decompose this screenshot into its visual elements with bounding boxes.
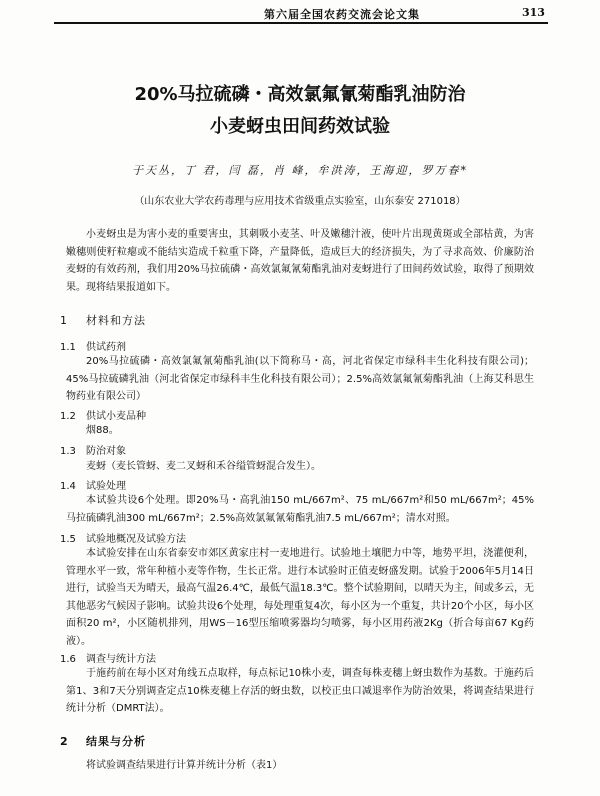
subsection-1-5-heading: [60, 530, 186, 545]
subsection-1-3-body: 麦蚜（麦长管蚜、麦二叉蚜和禾谷缢管蚜混合发生）。: [86, 461, 321, 472]
section-1-title: 材料和方法: [86, 314, 146, 327]
subsection-1-4-heading: [60, 477, 126, 492]
subsection-1-6-title: 调查与统计方法: [86, 654, 156, 665]
subsection-1-5-title: 试验地概况及试验方法: [86, 534, 186, 545]
subsection-1-5-number: 1.5: [60, 534, 76, 545]
subsection-1-4-body: 本试验共设6个处理。即20%马・高乳油150 mL/667m²、75 mL/667m²和50 mL/667m²；45%马拉硫磷乳油300 mL/667m²；2.5%高效氯氟氰菊酯乳油7.5 mL/667m²；清水对照。: [66, 495, 534, 524]
subsection-1-2-title: 供试小麦品种: [86, 411, 146, 422]
article-title-line-1: 20%马拉硫磷・高效氯氟氰菊酯乳油防治: [134, 84, 466, 105]
page-number: 313: [522, 6, 545, 19]
running-head-text: 第六届全国农药交流会论文集: [264, 8, 420, 21]
section-2-body: 将试验调查结果进行计算并统计分析（表1）: [86, 760, 283, 771]
subsection-1-3-heading: [60, 442, 126, 457]
subsection-1-3-number: 1.3: [60, 446, 76, 457]
subsection-1-4-title: 试验处理: [86, 481, 126, 492]
section-2-heading: [60, 733, 146, 749]
subsection-1-3-title: 防治对象: [86, 446, 126, 457]
subsection-1-5-body: 本试验安排在山东省泰安市郊区黄家庄村一麦地进行。试验地土壤肥力中等，地势平坦，浇灌便利，管理水平一致，常年种植小麦等作物，生长正常。进行本试验时正值麦蚜盛发期。试验于2006年5月14日进行，试验当天为晴天，最高气温26.4℃，最低气温18.3℃。整个试验期间，以晴天为主，间或多云，无其他恶劣气候因子影响。试验共设6个处理，每处理重复4次，每小区为一个重复，共计20个小区，每小区面积20 m²，小区随机排列，用WS－16型压缩喷雾器均匀喷雾，每小区用药液2Kg（折合每亩67 Kg药液）。: [66, 548, 534, 647]
running-header: [54, 6, 548, 24]
subsection-1-4-number: 1.4: [60, 481, 76, 492]
subsection-1-2-number: 1.2: [60, 411, 76, 422]
subsection-1-2-heading: [60, 407, 146, 422]
affiliation: （山东农业大学农药毒理与应用技术省级重点实验室，山东泰安 271018）: [134, 196, 466, 207]
authors: 于天丛，丁 君，闫 磊，肖 峰，牟洪涛，王海迎，罗万春*: [132, 164, 468, 177]
section-2-number: 2: [60, 735, 69, 748]
subsection-1-1-body: 20%马拉硫磷・高效氯氟氰菊酯乳油(以下简称马・高，河北省保定市绿科丰生化科技有限公司)；45%马拉硫磷乳油（河北省保定市绿科丰生化科技有限公司）；2.5%高效氯氟氰菊酯乳油（上海艾科思生物药业有限公司）: [66, 356, 534, 402]
subsection-1-1-heading: [60, 338, 126, 353]
subsection-1-1-title: 供试药剂: [86, 342, 126, 353]
subsection-1-1-number: 1.1: [60, 342, 76, 353]
section-1-number: 1: [60, 314, 68, 327]
article-title-line-2: 小麦蚜虫田间药效试验: [210, 116, 390, 137]
section-1-heading: [60, 312, 146, 328]
subsection-1-6-heading: [60, 650, 156, 665]
subsection-1-2-body: 烟88。: [86, 425, 119, 436]
intro-paragraph: 小麦蚜虫是为害小麦的重要害虫，其刺吸小麦茎、叶及嫩穗汁液，使叶片出现黄斑或全部枯黄，为害嫩穗则使籽粒瘪或不能结实造成千粒重下降，产量降低，造成巨大的经济损失，为了寻求高效、价廉防治麦蚜的有效药剂，我们用20%马拉硫磷・高效氯氟氰菊酯乳油对麦蚜进行了田间药效试验，取得了预期效果。现将结果报道如下。: [66, 229, 534, 293]
subsection-1-6-body: 于施药前在每小区对角线五点取样，每点标记10株小麦，调查每株麦穗上蚜虫数作为基数。于施药后第1、3和7天分别调查定点10株麦穗上存活的蚜虫数，以校正虫口减退率作为防治效果，将调查结果进行统计分析（DMRT法）。: [66, 668, 534, 714]
section-2-title: 结果与分析: [86, 735, 146, 748]
subsection-1-6-number: 1.6: [60, 654, 76, 665]
